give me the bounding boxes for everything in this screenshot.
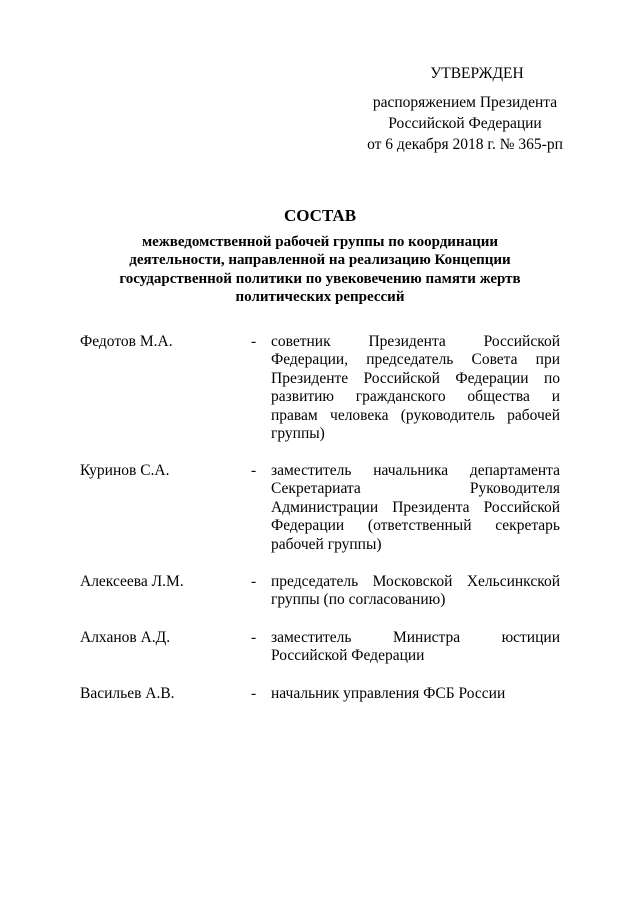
role-line: группы (по согласованию) — [271, 591, 446, 609]
member-dash: - — [251, 333, 257, 350]
member-name: Алханов А.Д. — [80, 629, 171, 646]
document-subtitle — [90, 233, 550, 307]
subtitle-line: политических репрессий — [235, 289, 405, 306]
member-dash: - — [251, 573, 257, 590]
role-line: рабочей группы) — [271, 535, 382, 553]
document-title: СОСТАВ — [283, 206, 357, 225]
member-name: Куринов С.А. — [80, 462, 170, 479]
member-name: Алексеева Л.М. — [80, 573, 184, 590]
member-dash: - — [251, 685, 257, 702]
member-dash: - — [251, 629, 257, 646]
member-role — [271, 685, 560, 703]
role-line: советник Президента Российской — [271, 333, 560, 350]
approval-block — [345, 63, 585, 155]
role-line: Федерации, председатель Совета при — [271, 351, 560, 369]
approval-line: Российской Федерации — [388, 115, 542, 132]
role-line: Секретариата Руководителя — [271, 480, 560, 498]
role-line: развитию гражданского общества и — [271, 388, 560, 406]
role-line: председатель Московской Хельсинкской — [271, 573, 560, 590]
approval-date-number: от 6 декабря 2018 г. № 365-рп — [367, 136, 563, 153]
role-line: начальник управления ФСБ России — [271, 685, 506, 702]
role-line: Российской Федерации — [271, 647, 425, 665]
role-line: Администрации Президента Российской — [271, 498, 560, 516]
role-line: Федерации (ответственный секретарь — [271, 517, 560, 535]
role-line: заместитель начальника департамента — [271, 462, 560, 479]
member-name: Федотов М.А. — [80, 333, 173, 350]
approval-details — [345, 92, 585, 155]
role-line: Президенте Российской Федерации по — [271, 369, 560, 387]
member-role — [271, 573, 560, 610]
member-dash: - — [251, 462, 257, 479]
member-role — [271, 629, 560, 666]
role-line: заместитель Министра юстиции — [271, 629, 560, 646]
subtitle-line: деятельности, направленной на реализацию Концепции — [129, 252, 511, 269]
role-line: группы) — [271, 424, 325, 442]
role-line: правам человека (руководитель рабочей — [271, 406, 560, 424]
member-role — [271, 462, 560, 554]
member-role — [271, 333, 560, 443]
approval-stamp: УТВЕРЖДЕН — [430, 65, 524, 82]
subtitle-line: государственной политики по увековечению памяти жертв — [119, 270, 521, 287]
approval-line: распоряжением Президента — [372, 94, 558, 111]
subtitle-line: межведомственной рабочей группы по координации — [141, 234, 499, 250]
member-name: Васильев А.В. — [80, 685, 175, 702]
